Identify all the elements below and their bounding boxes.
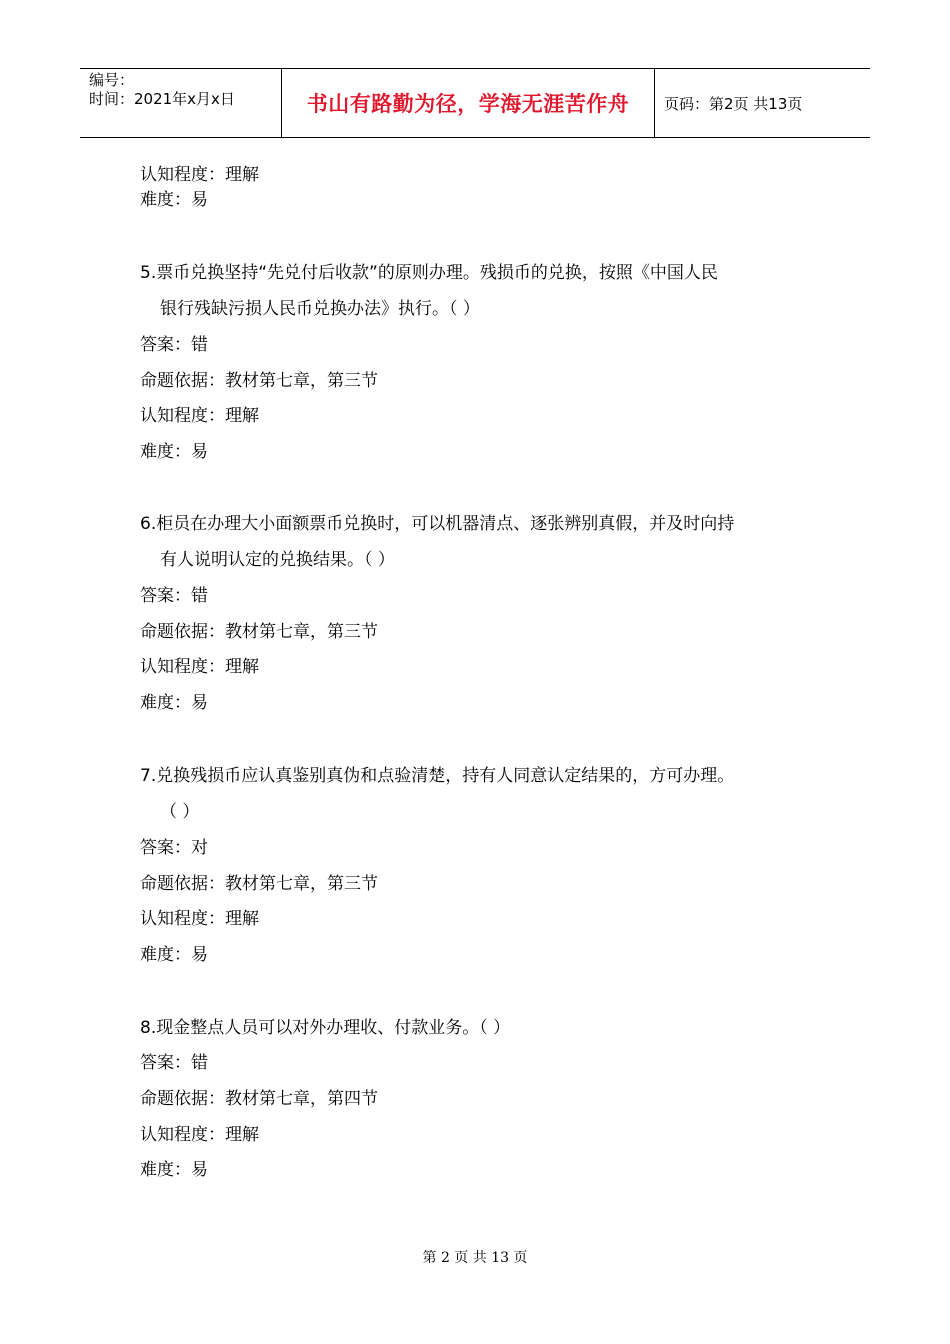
prev-difficulty: 难度：易: [140, 190, 208, 210]
question-7-cognition: 认知程度：理解: [140, 909, 259, 929]
header-number-label: 编号：: [89, 71, 135, 89]
question-7-basis: 命题依据：教材第七章，第三节: [140, 874, 378, 894]
question-6-difficulty: 难度：易: [140, 693, 208, 713]
question-7-text: 7.兑换残损币应认真鉴别真伪和点验清楚，持有人同意认定结果的，方可办理。: [140, 766, 735, 786]
question-7-answer: 答案：对: [140, 838, 208, 858]
header-page-info: 页码：第2页 共13页: [664, 94, 803, 113]
prev-cognition: 认知程度：理解: [140, 165, 259, 185]
question-8-difficulty: 难度：易: [140, 1160, 208, 1180]
question-7-text-cont: （ ）: [160, 802, 200, 822]
question-5-text: 5.票币兑换坚持“先兑付后收款”的原则办理。残损币的兑换，按照《中国人民: [140, 263, 718, 283]
question-6-text: 6.柜员在办理大小面额票币兑换时，可以机器清点、逐张辨别真假，并及时向持: [140, 514, 735, 534]
page-footer: 第 2 页 共 13 页: [422, 1250, 528, 1266]
question-6-cognition: 认知程度：理解: [140, 657, 259, 677]
question-7-difficulty: 难度：易: [140, 945, 208, 965]
question-8-cognition: 认知程度：理解: [140, 1125, 259, 1145]
question-5-cognition: 认知程度：理解: [140, 406, 259, 426]
question-8-basis: 命题依据：教材第七章，第四节: [140, 1089, 378, 1109]
question-6-basis: 命题依据：教材第七章，第三节: [140, 622, 378, 642]
question-8-answer: 答案：错: [140, 1053, 208, 1073]
question-5-difficulty: 难度：易: [140, 442, 208, 462]
header-time-label: 时间：2021年x月x日: [89, 90, 235, 108]
question-6-answer: 答案：错: [140, 586, 208, 606]
header-divider: [654, 69, 655, 137]
question-5-text-cont: 银行残缺污损人民币兑换办法》执行。（ ）: [160, 299, 480, 319]
question-5-answer: 答案：错: [140, 335, 208, 355]
question-6-text-cont: 有人说明认定的兑换结果。（ ）: [160, 550, 395, 570]
question-8-text: 8.现金整点人员可以对外办理收、付款业务。（ ）: [140, 1018, 511, 1038]
header-motto: 书山有路勤为径，学海无涯苦作舟: [306, 92, 630, 116]
header-meta: [89, 71, 235, 109]
page-header: [80, 68, 870, 138]
question-5-basis: 命题依据：教材第七章，第三节: [140, 371, 378, 391]
